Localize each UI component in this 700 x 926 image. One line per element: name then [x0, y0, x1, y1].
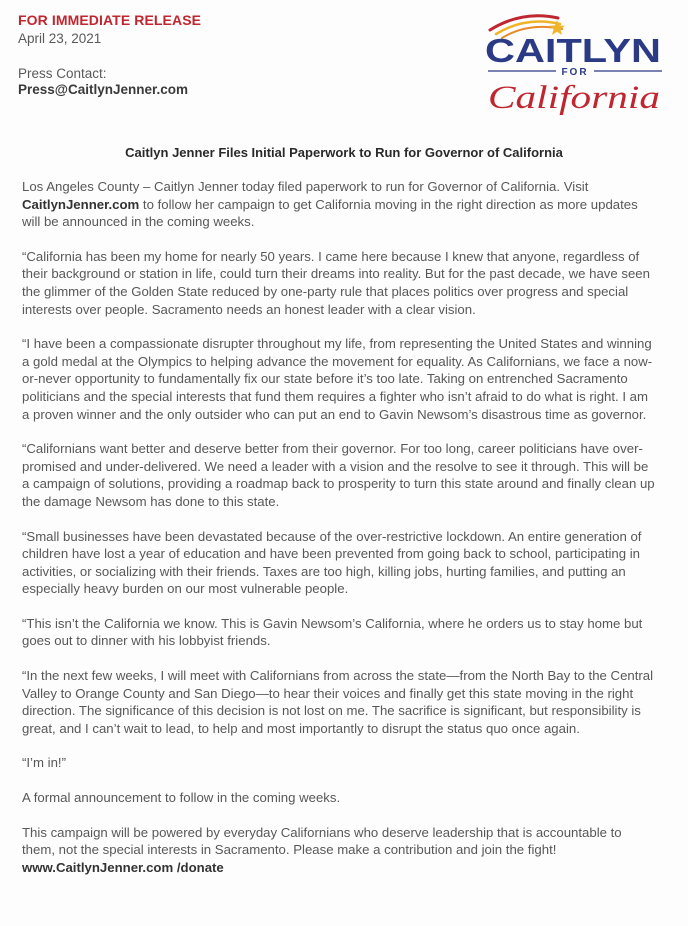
logo-for-text: FOR — [561, 67, 589, 78]
logo-state-text: California — [488, 80, 660, 116]
paragraph-quote-disrupter: “I have been a compassionate disrupter throughout my life, from representing the United States and winning a gold medal at the Olympics to helping advance the movement for equality. As Californians, we face a now-or-never opportunity to fundamentally fix our state before it’s too late. Taking on entrenched Sacramento politicians and the special interests that fund them requires a fighter who isn’t afraid to do what is right. I am a proven winner and the only outsider who can put an end to Gavin Newsom’s disastrous time as governor. — [22, 336, 653, 422]
intro-text-end: to follow her campaign to get California moving in the right direction as more updates will be announced in the coming weeks. — [22, 196, 638, 230]
paragraph-quote-newsom: “This isn’t the California we know. This is Gavin Newsom’s California, where he orders us to stay home but goes out to dinner with his lobbyist friends. — [22, 615, 643, 649]
paragraph-im-in: “I’m in!” — [22, 755, 66, 771]
release-body — [22, 178, 658, 876]
paragraph-quote-businesses: “Small businesses have been devastated because of the over-restrictive lockdown. An entire generation of children have lost a year of education and have been prevented from going back to school, participating in activities, or socializing with their friends. Taxes are too high, killing jobs, hurting families, and putting an especially heavy burden on our most vulnerable people. — [22, 528, 642, 597]
paragraph-quote-better: “Californians want better and deserve better from their governor. For too long, career politicians have over-promised and under-delivered. We need a leader with a vision and the resolve to see it through. This will be a campaign of solutions, providing a roadmap back to prosperity to turn this state around and finally clean up the damage Newsom has done to this state. — [22, 441, 655, 509]
donate-link[interactable]: www.CaitlynJenner.com /donate — [22, 859, 224, 875]
paragraph-intro — [22, 178, 658, 231]
paragraph-quote-next-weeks: “In the next few weeks, I will meet with Californians from across the state—from the North Bay to the Central Valley to Orange County and San Diego—to hear their voices and finally get this state moving in the right direction. The significance of this decision is not lost on me. The sacrifice is significant, but responsibility is great, and I can’t wait to lead, to help and most importantly to disrupt the status quo once again. — [22, 668, 654, 736]
website-link[interactable]: CaitlynJenner.com — [22, 196, 140, 212]
paragraph-contribute — [22, 824, 658, 877]
page-edge — [688, 0, 700, 926]
contribute-text: This campaign will be powered by everyday Californians who deserve leadership that is accountable to them, not the special interests in Sacramento. Please make a contribution and join the fight! — [22, 824, 622, 858]
headline: Caitlyn Jenner Files Initial Paperwork to Run for Governor of California — [125, 145, 563, 160]
paragraph-announcement: A formal announcement to follow in the coming weeks. — [22, 790, 341, 806]
paragraph-quote-home: “California has been my home for nearly 50 years. I came here because I knew that anyone, regardless of their background or station in life, could turn their dreams into reality. But for the past decade, we have seen the glimmer of the Golden State reduced by one-party rule that places politics over progress and special interests over people. Sacramento needs an honest leader with a clear vision. — [22, 248, 650, 317]
logo-name-text: CAITLYN — [485, 32, 661, 69]
intro-text-start: Los Angeles County – Caitlyn Jenner today filed paperwork to run for Governor of California. Visit — [22, 179, 589, 194]
campaign-logo — [482, 8, 668, 118]
press-contact-email[interactable]: Press@CaitlynJenner.com — [18, 82, 188, 97]
release-date: April 23, 2021 — [18, 31, 102, 46]
press-contact-label: Press Contact: — [18, 66, 107, 81]
release-label: FOR IMMEDIATE RELEASE — [18, 12, 202, 28]
